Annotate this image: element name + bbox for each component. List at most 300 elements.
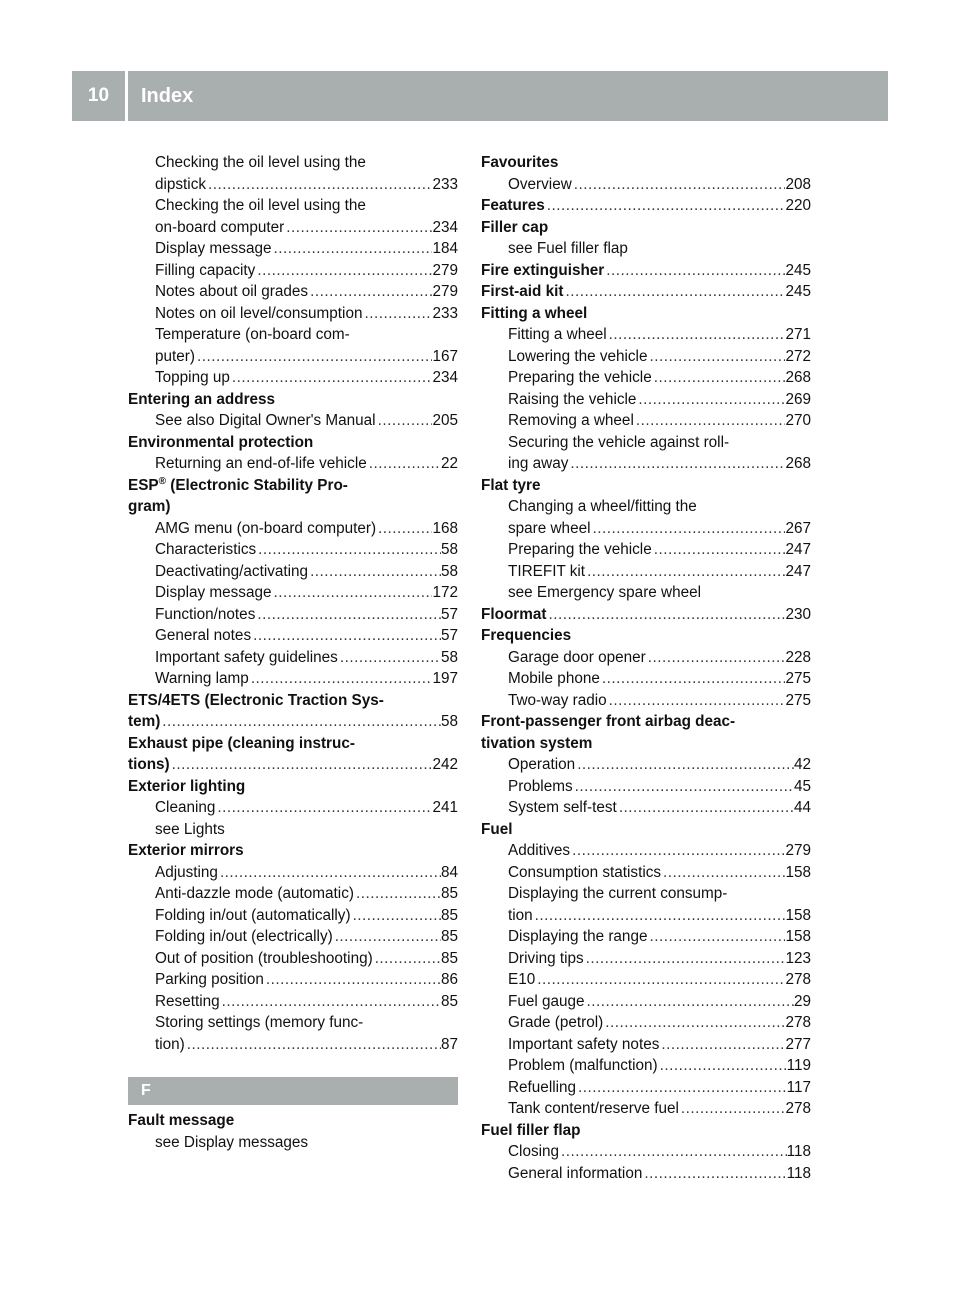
entry-text: E10	[508, 971, 536, 988]
entry-text: puter)	[155, 347, 195, 365]
entry-text: Fuel	[481, 820, 513, 838]
index-entry	[128, 733, 458, 755]
index-subentry	[481, 926, 811, 948]
index-entry	[481, 475, 811, 497]
entry-text: dipstick	[155, 175, 207, 193]
entry-text: Raising the vehicle	[508, 390, 637, 408]
index-subentry	[128, 346, 458, 368]
page-reference: 228	[785, 648, 811, 666]
index-subentry	[481, 582, 811, 604]
entry-text: Checking the oil level using the	[155, 154, 366, 171]
page-reference: 57	[440, 605, 458, 623]
index-subentry	[128, 367, 458, 389]
leader-dots	[185, 1034, 441, 1056]
page-reference: 86	[440, 971, 458, 988]
index-subentry	[481, 883, 811, 905]
leader-dots	[255, 260, 432, 282]
entry-text: Preparing the vehicle	[508, 369, 652, 386]
index-entry	[481, 625, 811, 647]
leader-dots	[215, 797, 432, 819]
page-reference: 87	[440, 1035, 458, 1053]
entry-text: Returning an end-of-life vehicle	[155, 455, 367, 472]
leader-dots	[535, 969, 785, 991]
entry-text: Grade (petrol)	[508, 1014, 604, 1031]
leader-dots	[255, 604, 441, 626]
leader-dots	[351, 905, 441, 927]
entry-text: Tank content/reserve fuel	[508, 1100, 679, 1117]
index-subentry	[128, 819, 458, 841]
leader-dots	[590, 518, 785, 540]
leader-dots	[170, 754, 433, 776]
index-subentry	[481, 174, 811, 196]
entry-text: Exterior lighting	[128, 777, 246, 795]
leader-dots	[256, 539, 441, 561]
leader-dots	[647, 926, 785, 948]
index-subentry	[128, 948, 458, 970]
leader-dots	[373, 948, 441, 970]
page-reference: 85	[440, 992, 458, 1010]
leader-dots	[659, 1034, 785, 1056]
leader-dots	[251, 625, 441, 647]
entry-text: Removing a wheel	[508, 412, 634, 429]
index-subentry	[128, 604, 458, 626]
index-column-right	[481, 152, 811, 1184]
leader-dots	[652, 539, 786, 561]
entry-text: ESP® (Electronic Stability Pro-	[128, 475, 348, 494]
index-subentry	[128, 883, 458, 905]
page-reference: 45	[793, 777, 811, 795]
page-reference: 272	[785, 347, 811, 365]
index-entry	[128, 711, 458, 733]
entry-text: Problems	[508, 777, 573, 795]
leader-dots	[333, 926, 441, 948]
index-entry	[128, 754, 458, 776]
entry-text: see Fuel filler flap	[508, 240, 628, 257]
index-subentry	[481, 453, 811, 475]
entry-text: Favourites	[481, 154, 559, 171]
entry-text: Fuel gauge	[508, 992, 585, 1010]
page-reference: 123	[785, 949, 811, 967]
index-subentry	[481, 389, 811, 411]
entry-text: Displaying the range	[508, 928, 648, 945]
entry-text: Notes about oil grades	[155, 283, 309, 300]
leader-dots	[559, 1141, 787, 1163]
index-subentry	[128, 195, 458, 217]
index-entry	[481, 152, 811, 174]
entry-text: Lowering the vehicle	[508, 347, 648, 365]
entry-text: see Display messages	[155, 1133, 309, 1151]
entry-text: System self-test	[508, 799, 617, 816]
leader-dots	[646, 647, 786, 669]
entry-text: AMG menu (on-board computer)	[155, 519, 377, 537]
index-subentry	[481, 690, 811, 712]
entry-text: tion)	[155, 1035, 185, 1053]
entry-text: Anti-dazzle mode (automatic)	[155, 885, 354, 902]
entry-text: Frequencies	[481, 627, 572, 644]
page-reference: 275	[785, 691, 811, 709]
index-subentry	[128, 582, 458, 604]
leader-dots	[652, 367, 786, 389]
index-subentry	[481, 668, 811, 690]
page-reference: 245	[785, 261, 811, 279]
entry-text: Driving tips	[508, 949, 584, 967]
page-reference: 278	[785, 1014, 811, 1031]
leader-dots	[661, 862, 785, 884]
entry-text: Problem (malfunction)	[508, 1057, 658, 1074]
leader-dots	[533, 905, 786, 927]
index-subentry	[481, 539, 811, 561]
index-entry	[481, 711, 811, 733]
page-reference: 279	[432, 261, 458, 279]
entry-text: on-board computer	[155, 218, 285, 236]
entry-text: Preparing the vehicle	[508, 541, 652, 558]
entry-text: spare wheel	[508, 519, 591, 537]
entry-text: TIREFIT kit	[508, 562, 586, 580]
page-reference: 205	[432, 412, 458, 429]
index-subentry	[128, 281, 458, 303]
entry-text: tion	[508, 906, 533, 924]
index-subentry	[481, 238, 811, 260]
entry-text: Important safety guidelines	[155, 648, 338, 666]
index-subentry	[128, 260, 458, 282]
leader-dots	[617, 797, 794, 819]
page-reference: 158	[785, 906, 811, 924]
leader-dots	[195, 346, 433, 368]
entry-text: tem)	[128, 713, 161, 730]
index-subentry	[481, 1034, 811, 1056]
entry-text: Fault message	[128, 1112, 235, 1129]
page-reference: 85	[440, 885, 458, 902]
page-reference: 269	[785, 390, 811, 408]
page-reference: 197	[432, 670, 458, 687]
entry-text: ing away	[508, 455, 569, 472]
entry-text: Floormat	[481, 605, 547, 623]
entry-text: General notes	[155, 627, 252, 644]
index-subentry	[128, 991, 458, 1013]
index-subentry	[481, 969, 811, 991]
leader-dots	[563, 281, 785, 303]
leader-dots	[362, 303, 432, 325]
entry-text: First-aid kit	[481, 283, 564, 300]
page-reference: 245	[785, 283, 811, 300]
index-subentry	[481, 905, 811, 927]
leader-dots	[604, 260, 785, 282]
entry-text: Filling capacity	[155, 261, 256, 279]
page-reference: 158	[785, 928, 811, 945]
index-subentry	[481, 324, 811, 346]
entry-text: Two-way radio	[508, 691, 607, 709]
page-reference: 184	[432, 240, 458, 257]
entry-text: Important safety notes	[508, 1035, 660, 1053]
page-reference: 230	[785, 605, 811, 623]
page-reference: 234	[432, 218, 458, 236]
page-reference: 267	[785, 519, 811, 537]
leader-dots	[576, 1077, 787, 1099]
header-bar	[72, 71, 888, 121]
index-entry	[481, 260, 811, 282]
leader-dots	[376, 410, 433, 432]
entry-text: Parking position	[155, 971, 264, 988]
index-subentry	[128, 174, 458, 196]
leader-dots	[647, 346, 785, 368]
index-subentry	[481, 991, 811, 1013]
index-entry	[481, 1120, 811, 1142]
page-reference: 85	[440, 928, 458, 945]
leader-dots	[271, 238, 432, 260]
index-subentry	[481, 797, 811, 819]
index-subentry	[481, 1012, 811, 1034]
leader-dots	[679, 1098, 786, 1120]
entry-text: Fire extinguisher	[481, 261, 605, 279]
index-subentry	[128, 797, 458, 819]
page-reference: 158	[785, 863, 811, 881]
header-divider	[125, 71, 128, 121]
entry-text: see Emergency spare wheel	[508, 584, 702, 601]
leader-dots	[634, 410, 786, 432]
index-subentry	[481, 1163, 811, 1185]
leader-dots	[546, 604, 785, 626]
page-reference: 167	[432, 347, 458, 365]
entry-text: Garage door opener	[508, 648, 646, 666]
entry-text: ETS/4ETS (Electronic Traction Sys-	[128, 691, 384, 709]
index-subentry	[481, 346, 811, 368]
entry-text: tions)	[128, 756, 170, 773]
entry-text: tivation system	[481, 734, 593, 752]
page-reference: 172	[432, 584, 458, 601]
index-subentry	[481, 840, 811, 862]
entry-text: Refuelling	[508, 1078, 577, 1096]
leader-dots	[600, 668, 786, 690]
page-reference: 119	[786, 1057, 811, 1074]
entry-text: Securing the vehicle against roll-	[508, 433, 730, 451]
leader-dots	[584, 948, 786, 970]
entry-text: Display message	[155, 240, 272, 257]
index-entry	[481, 303, 811, 325]
leader-dots	[585, 561, 785, 583]
page-reference: 220	[785, 197, 811, 214]
entry-text: Entering an address	[128, 390, 276, 408]
index-entry	[128, 776, 458, 798]
index-subentry	[481, 754, 811, 776]
page-reference: 42	[793, 756, 811, 773]
index-subentry	[128, 862, 458, 884]
index-subentry	[481, 518, 811, 540]
index-entry	[481, 195, 811, 217]
index-entry	[481, 604, 811, 626]
page-reference: 58	[440, 648, 458, 666]
index-subentry	[128, 152, 458, 174]
leader-dots	[284, 217, 432, 239]
leader-dots	[603, 1012, 785, 1034]
index-subentry	[128, 926, 458, 948]
entry-text: Changing a wheel/fitting the	[508, 498, 697, 515]
page-reference: 279	[785, 842, 811, 859]
page-reference: 57	[440, 627, 458, 644]
page-reference: 275	[785, 670, 811, 687]
page-reference: 270	[785, 412, 811, 429]
page-reference: 233	[432, 175, 458, 193]
page-title: Index	[141, 84, 194, 107]
index-entry	[481, 281, 811, 303]
leader-dots	[570, 840, 785, 862]
entry-text: Warning lamp	[155, 670, 249, 687]
entry-text: Notes on oil level/consumption	[155, 304, 363, 322]
entry-text: Topping up	[155, 369, 230, 386]
page-reference: 22	[440, 455, 458, 472]
index-subentry	[128, 238, 458, 260]
index-subentry	[128, 625, 458, 647]
leader-dots	[308, 281, 432, 303]
entry-text: Environmental protection	[128, 433, 314, 451]
page-reference: 117	[786, 1078, 811, 1096]
leader-dots	[338, 647, 441, 669]
leader-dots	[575, 754, 794, 776]
entry-text: gram)	[128, 498, 171, 515]
page-reference: 268	[785, 369, 811, 386]
index-subentry	[128, 303, 458, 325]
index-subentry	[481, 410, 811, 432]
entry-text: Closing	[508, 1143, 560, 1160]
leader-dots	[160, 711, 441, 733]
index-subentry	[128, 1132, 458, 1154]
leader-dots	[264, 969, 441, 991]
entry-text: Features	[481, 197, 545, 214]
index-subentry	[128, 453, 458, 475]
page-reference: 168	[432, 519, 458, 537]
index-subentry	[128, 1034, 458, 1056]
index-subentry	[128, 539, 458, 561]
entry-text: Out of position (troubleshooting)	[155, 949, 373, 967]
entry-text: Deactivating/activating	[155, 562, 309, 580]
entry-text: Displaying the current consump-	[508, 885, 728, 902]
index-entry	[128, 840, 458, 862]
index-subentry	[128, 905, 458, 927]
entry-text: Display message	[155, 584, 272, 601]
entry-text: Temperature (on-board com-	[155, 326, 350, 343]
leader-dots	[658, 1055, 787, 1077]
entry-text: Fitting a wheel	[508, 326, 607, 343]
page-reference: 279	[432, 283, 458, 300]
index-subentry	[481, 862, 811, 884]
leader-dots	[573, 776, 794, 798]
entry-text: Mobile phone	[508, 670, 600, 687]
page-reference: 118	[786, 1164, 811, 1182]
index-column-left-after-section	[128, 1110, 458, 1153]
page-reference: 233	[432, 304, 458, 322]
index-subentry	[128, 647, 458, 669]
page-reference: 278	[785, 971, 811, 988]
leader-dots	[585, 991, 794, 1013]
index-subentry	[481, 776, 811, 798]
page-reference: 277	[785, 1035, 811, 1053]
index-subentry	[128, 518, 458, 540]
entry-text: General information	[508, 1164, 643, 1182]
index-entry	[128, 389, 458, 411]
entry-text: Filler cap	[481, 218, 549, 236]
entry-text: Additives	[508, 842, 571, 859]
leader-dots	[607, 324, 786, 346]
entry-text: Fitting a wheel	[481, 304, 588, 322]
index-entry	[481, 733, 811, 755]
page-reference: 58	[440, 562, 458, 580]
entry-text: Characteristics	[155, 541, 257, 558]
page-reference: 268	[785, 455, 811, 472]
index-entry	[128, 690, 458, 712]
leader-dots	[218, 862, 441, 884]
index-column-left	[128, 152, 458, 1055]
entry-text: Cleaning	[155, 799, 216, 816]
index-subentry	[128, 410, 458, 432]
index-subentry	[128, 1012, 458, 1034]
entry-text: Function/notes	[155, 605, 256, 623]
leader-dots	[249, 668, 433, 690]
index-subentry	[481, 1098, 811, 1120]
index-entry	[128, 475, 458, 497]
leader-dots	[367, 453, 441, 475]
leader-dots	[545, 195, 786, 217]
leader-dots	[206, 174, 432, 196]
index-entry	[128, 432, 458, 454]
page-reference: 247	[785, 541, 811, 558]
page-reference: 118	[786, 1143, 811, 1160]
page-reference: 271	[785, 326, 811, 343]
page-reference: 242	[432, 756, 458, 773]
index-subentry	[481, 367, 811, 389]
index-subentry	[128, 969, 458, 991]
entry-text: Folding in/out (automatically)	[155, 906, 351, 924]
entry-text: Storing settings (memory func-	[155, 1014, 364, 1031]
page-reference: 84	[440, 863, 458, 881]
entry-text: Adjusting	[155, 863, 218, 881]
entry-text: Overview	[508, 175, 572, 193]
leader-dots	[376, 518, 432, 540]
entry-text: Checking the oil level using the	[155, 197, 366, 214]
page-reference: 29	[793, 992, 811, 1010]
page-reference: 241	[432, 799, 458, 816]
page-reference: 85	[440, 906, 458, 924]
entry-text: Consumption statistics	[508, 863, 662, 881]
section-header-f: F	[128, 1077, 458, 1105]
index-subentry	[481, 561, 811, 583]
index-entry	[481, 819, 811, 841]
entry-text: Front-passenger front airbag deac-	[481, 713, 736, 730]
index-entry	[128, 496, 458, 518]
index-entry	[128, 1110, 458, 1132]
page-reference: 58	[440, 541, 458, 558]
page-reference: 234	[432, 369, 458, 386]
index-subentry	[128, 668, 458, 690]
leader-dots	[354, 883, 441, 905]
leader-dots	[642, 1163, 786, 1185]
leader-dots	[230, 367, 433, 389]
index-subentry	[481, 432, 811, 454]
leader-dots	[568, 453, 785, 475]
index-subentry	[481, 1077, 811, 1099]
index-subentry	[481, 948, 811, 970]
index-subentry	[128, 217, 458, 239]
entry-text: Exhaust pipe (cleaning instruc-	[128, 734, 355, 752]
page-reference: 44	[793, 799, 811, 816]
page-reference: 85	[440, 949, 458, 967]
entry-text: See also Digital Owner's Manual	[155, 412, 376, 429]
entry-text: Folding in/out (electrically)	[155, 928, 333, 945]
index-subentry	[128, 561, 458, 583]
entry-text: Fuel filler flap	[481, 1121, 581, 1139]
index-subentry	[481, 647, 811, 669]
page-reference: 208	[785, 175, 811, 193]
index-subentry	[128, 324, 458, 346]
leader-dots	[220, 991, 441, 1013]
